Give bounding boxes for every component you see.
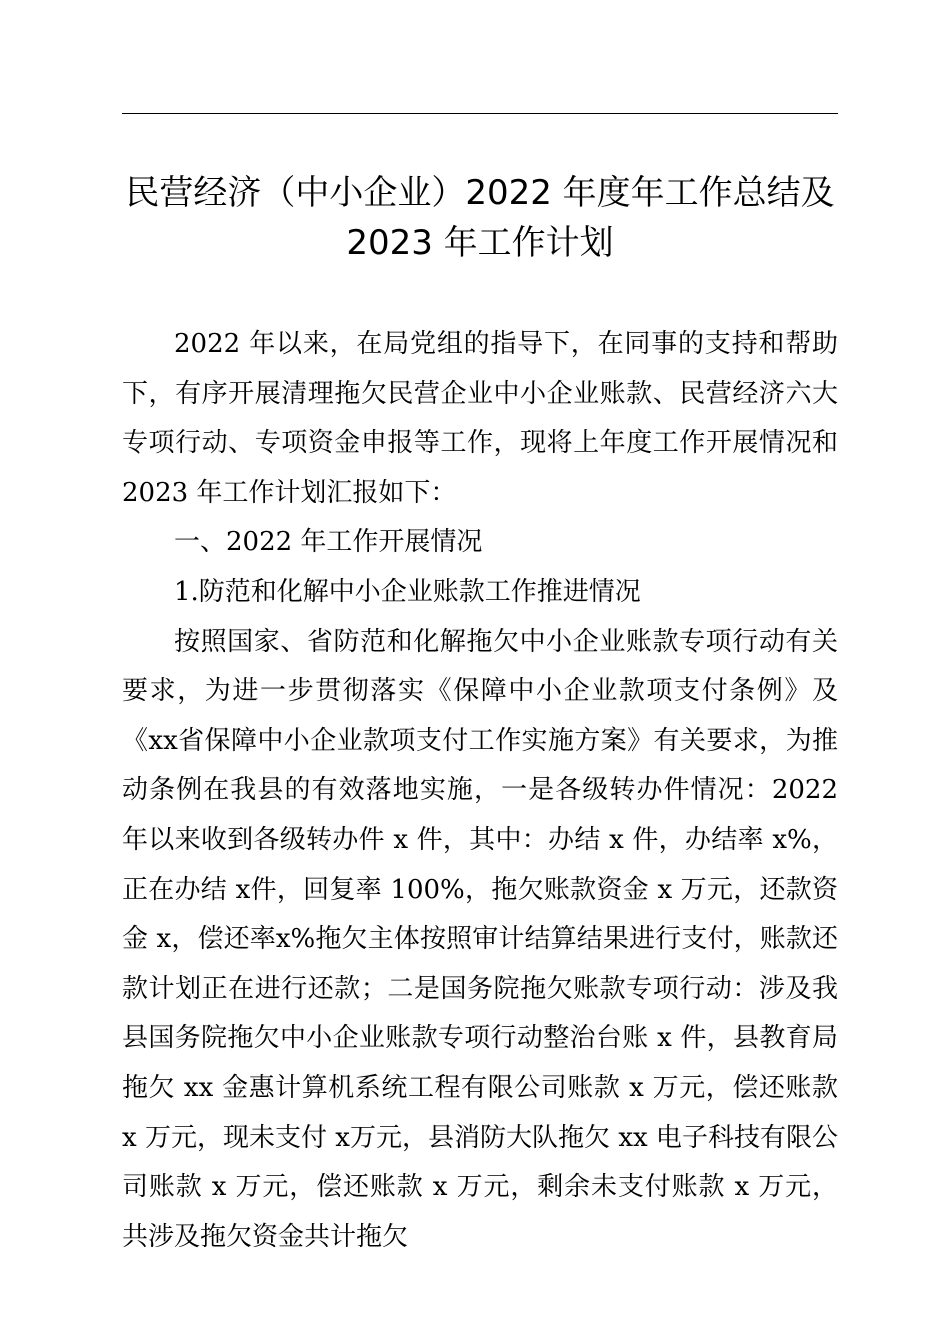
title-line-2: 2023 年工作计划 [346,223,614,263]
document-body [122,320,838,1262]
body-paragraph: 按照国家、省防范和化解拖欠中小企业账款专项行动有关要求，为进一步贯彻落实《保障中小企业款项支付条例》及《xx省保障中小企业款项支付工作实施方案》有关要求，为推动条例在我县的有效落地实施，一是各级转办件情况：2022 年以来收到各级转办件 x 件，其中：办结 x 件，办结率 x%，正在办结 x件，回复率 100%，拖欠账款资金 x 万元，还款资金 x，偿还率x%拖欠主体按照审计结算结果进行支付，账款还款计划正在进行还款；二是国务院拖欠账款专项行动：涉及我县国务院拖欠中小企业账款专项行动整治台账 x 件，县教育局拖欠 xx 金惠计算机系统工程有限公司账款 x 万元，偿还账款 x 万元，现未支付 x万元，县消防大队拖欠 xx 电子科技有限公司账款 x 万元，偿还账款 x 万元，剩余未支付账款 x 万元，共涉及拖欠资金共计拖欠 [122,626,838,1252]
subsection-heading: 1.防范和化解中小企业账款工作推进情况 [174,576,641,607]
title-line-1: 民营经济（中小企业）2022 年度年工作总结及 [125,173,835,213]
section-heading: 一、2022 年工作开展情况 [174,527,483,558]
header-rule [122,113,838,114]
document-title [110,168,850,268]
intro-paragraph: 2022 年以来，在局党组的指导下，在同事的支持和帮助下，有序开展清理拖欠民营企业中小企业账款、民营经济六大专项行动、专项资金申报等工作，现将上年度工作开展情况和 2023 年工作计划汇报如下： [122,329,838,508]
